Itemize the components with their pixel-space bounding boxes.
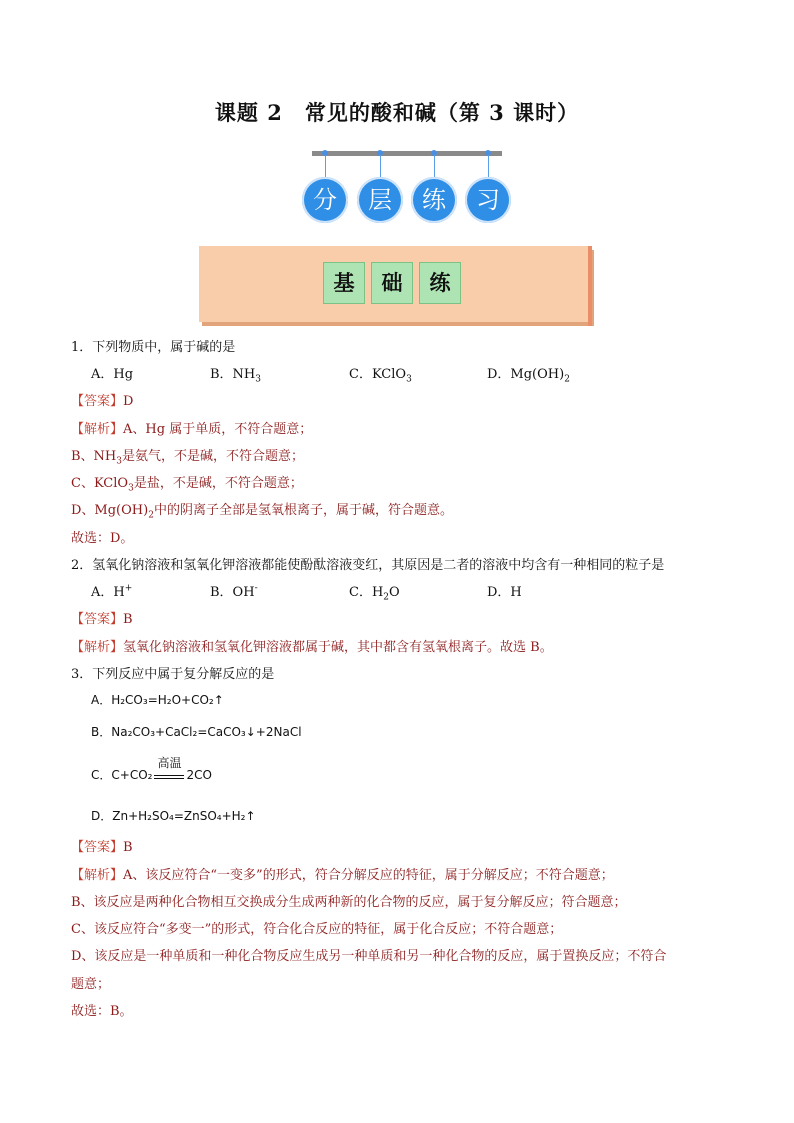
- q3-analysis-2: B、该反应是两种化合物相互交换成分生成两种新的化合物的反应，属于复分解反应；符合题意；: [71, 895, 627, 910]
- section-tile-3: 练: [419, 262, 461, 304]
- hanging-string: [488, 155, 489, 179]
- q1-analysis-1: 【解析】A、Hg 属于单质，不符合题意；: [71, 422, 313, 437]
- section-tile-1: 基: [323, 262, 365, 304]
- q3-option-c: C．C+CO₂ 高温 2CO: [91, 756, 212, 782]
- header-rail: [312, 151, 502, 156]
- reaction-condition: 高温: [154, 769, 184, 779]
- q3-stem: 3．下列反应中属于复分解反应的是: [71, 667, 275, 682]
- q3-analysis-4b: 题意；: [71, 977, 111, 992]
- q1-option-d: D．$Mg(OH)_2$: [487, 367, 570, 385]
- q2-option-c: C．$H_2O$: [349, 585, 400, 603]
- q2-option-a: A．H+: [91, 583, 133, 600]
- q3-analysis-1: 【解析】A、该反应符合“一变多”的形式，符合分解反应的特征，属于分解反应；不符合题意；: [71, 868, 614, 883]
- header-ball-2: 层: [357, 177, 403, 223]
- section-tile-2: 础: [371, 262, 413, 304]
- header-ball-3: 练: [411, 177, 457, 223]
- q1-answer: 【答案】D: [71, 394, 134, 409]
- header-ball-4: 习: [465, 177, 511, 223]
- q3-answer: 【答案】B: [71, 840, 133, 855]
- q2-analysis: 【解析】氢氧化钠溶液和氢氧化钾溶液都属于碱，其中都含有氢氧根离子。故选 B。: [71, 640, 553, 655]
- q2-answer: 【答案】B: [71, 612, 133, 627]
- q1-option-c: C．KClO$_3$: [349, 367, 412, 385]
- q2-option-d: D．H: [487, 585, 522, 600]
- hanging-string: [325, 155, 326, 179]
- q1-option-b: B．$NH_3$: [210, 367, 261, 385]
- q3-conclusion: 故选：B。: [71, 1004, 133, 1019]
- q1-analysis-2: B、$NH_3$是氨气，不是碱，不符合题意；: [71, 449, 305, 467]
- header-ball-1: 分: [302, 177, 348, 223]
- q1-analysis-3: C、KClO$_3$是盐，不是碱，不符合题意；: [71, 476, 303, 494]
- q1-stem: 1．下列物质中，属于碱的是: [71, 340, 236, 355]
- q3-option-b: B．Na₂CO₃+CaCl₂=CaCO₃↓+2NaCl: [91, 725, 302, 739]
- section-title: [323, 262, 463, 304]
- q2-stem: 2．氢氧化钠溶液和氢氧化钾溶液都能使酚酞溶液变红，其原因是二者的溶液中均含有一种相同的粒子是: [71, 558, 665, 573]
- q2-option-b: B．OH-: [210, 583, 258, 600]
- hanging-string: [434, 155, 435, 179]
- q3-option-a: A．H₂CO₃=H₂O+CO₂↑: [91, 693, 224, 707]
- banner-edge: [588, 246, 592, 326]
- q3-analysis-3: C、该反应符合“多变一”的形式，符合化合反应的特征，属于化合反应；不符合题意；: [71, 922, 563, 937]
- q1-conclusion: 故选：D。: [71, 531, 134, 546]
- q3-option-d: D．Zn+H₂SO₄=ZnSO₄+H₂↑: [91, 809, 256, 823]
- q1-option-a: A．Hg: [91, 367, 134, 382]
- q3-analysis-4a: D、该反应是一种单质和一种化合物反应生成另一种单质和另一种化合物的反应，属于置换反应；不符合: [71, 949, 667, 964]
- page-title: 课题 2 常见的酸和碱（第 3 课时）: [214, 100, 580, 125]
- hanging-string: [380, 155, 381, 179]
- q1-analysis-4: D、$Mg(OH)_2$中的阴离子全部是氢氧根离子，属于碱，符合题意。: [71, 503, 453, 521]
